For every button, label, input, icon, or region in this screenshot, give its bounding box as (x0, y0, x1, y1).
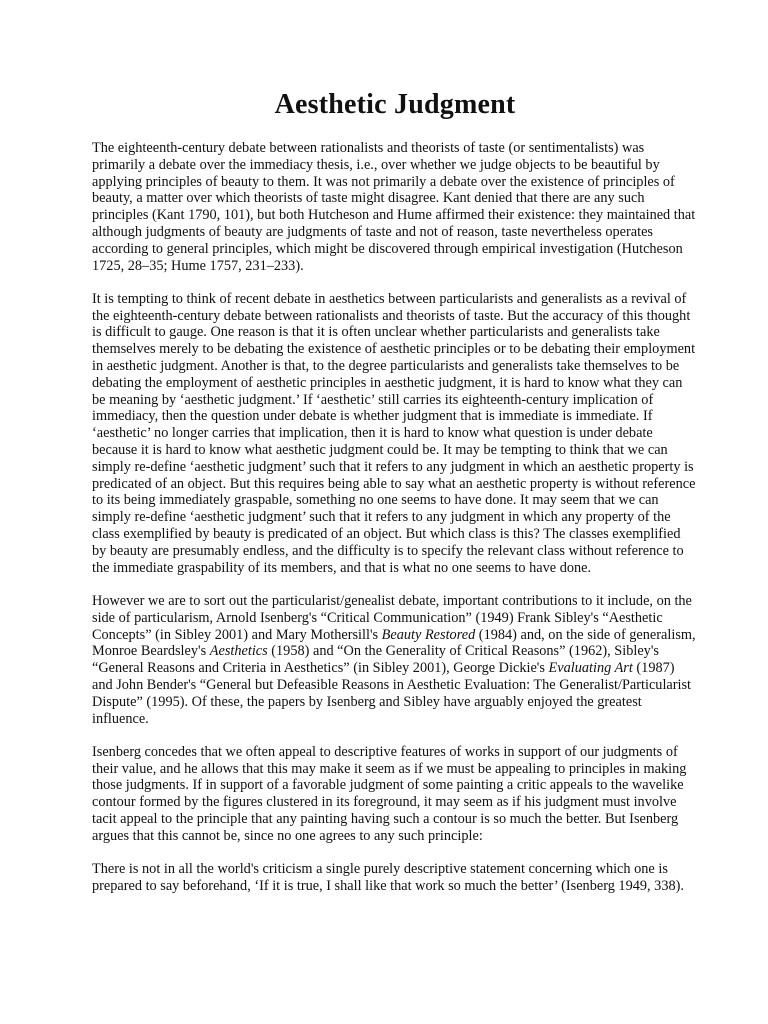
paragraph-3-text-2: (1984) and, on the side of generalism, Monroe Beardsley's (92, 626, 696, 660)
paragraph-5-quotation: There is not in all the world's criticism a single purely descriptive statement concerning which one is prepared to say beforehand, ‘If it is true, I shall like that work so much the better’ (Isenberg 1949, 338). (92, 861, 684, 894)
paragraph-3-text-4: (1987) and John Bender's “General but Defeasible Reasons in Aesthetic Evaluation: The Generalist/Particularist Dispute” (1995). Of these, the papers by Isenberg and Sibley have arguably enjoyed the greatest influence. (92, 660, 692, 727)
paragraph-3 (92, 593, 698, 727)
paragraph-1: The eighteenth-century debate between rationalists and theorists of taste (or sentimentalists) was primarily a debate over the immediacy thesis, i.e., over whether we judge objects to be beautiful by applying principles of beauty to them. It was not primarily a debate over the existence of principles of beauty, a matter over which theorists of taste might disagree. Kant denied that there are any such principles (Kant 1790, 101), but both Hutcheson and Hume affirmed their existence: they maintained that although judgments of beauty are judgments of taste and not of reason, taste nevertheless operates according to general principles, which might be discovered through empirical investigation (Hutcheson 1725, 28–35; Hume 1757, 231–233). (92, 140, 696, 274)
book-title-aesthetics: Aesthetics (209, 643, 268, 660)
paragraph-4: Isenberg concedes that we often appeal to descriptive features of works in support of our judgments of their value, and he allows that this may make it seem as if we must be appealing to principles in making those judgments. If in support of a favorable judgment of some painting a critic appeals to the wavelike contour formed by the figures clustered in its foreground, it may seem as if his judgment must involve tacit appeal to the principle that any painting having such a contour is so much the better. But Isenberg argues that this cannot be, since no one agrees to any such principle: (92, 743, 687, 844)
document-title: Aesthetic Judgment (274, 89, 516, 120)
paragraph-3-text-1: However we are to sort out the particularist/genealist debate, important contributions to it include, on the side of particularism, Arnold Isenberg's “Critical Communication” (1949) Frank Sibley's “Aesthetic Concepts” (in Sibley 2001) and Mary Mothersill's (92, 592, 692, 643)
paragraph-3-text-3: (1958) and “On the Generality of Critical Reasons” (1962), Sibley's “General Reasons and Criteria in Aesthetics” (in Sibley 2001), George Dickie's (92, 643, 659, 677)
paragraph-2: It is tempting to think of recent debate in aesthetics between particularists and generalists as a revival of the eighteenth-century debate between rationalists and theorists of taste. But the accuracy of this thought is difficult to gauge. One reason is that it is often unclear whether particularists and generalists take themselves merely to be debating the existence of aesthetic principles or to be debating their employment in aesthetic judgment. Another is that, to the degree particularists and generalists take themselves to be debating the employment of aesthetic principles in aesthetic judgment, it is hard to know what they can be meaning by ‘aesthetic judgment.’ If ‘aesthetic’ still carries its eighteenth-century implication of immediacy, then the question under debate is whether judgment that is immediate is immediate. If ‘aesthetic’ no longer carries that implication, then it is hard to know what question is under debate because it is hard to know what aesthetic judgment could be. It may be tempting to think that we can simply re-define ‘aesthetic judgment’ such that it refers to any judgment in which an aesthetic property is predicated of an object. But this requires being able to say what an aesthetic property is without reference to its being immediately graspable, something no one seems to have done. It may seem that we can simply re-define ‘aesthetic judgment’ such that it refers to any judgment in which any property of the class exemplified by beauty is predicated of an object. But which class is this? The classes exemplified by beauty are presumably endless, and the difficulty is to specify the relevant class without reference to the immediate graspability of its members, and that is what no one seems to have done. (92, 290, 696, 576)
book-title-beauty-restored: Beauty Restored (381, 626, 476, 643)
book-title-evaluating-art: Evaluating Art (548, 660, 633, 677)
